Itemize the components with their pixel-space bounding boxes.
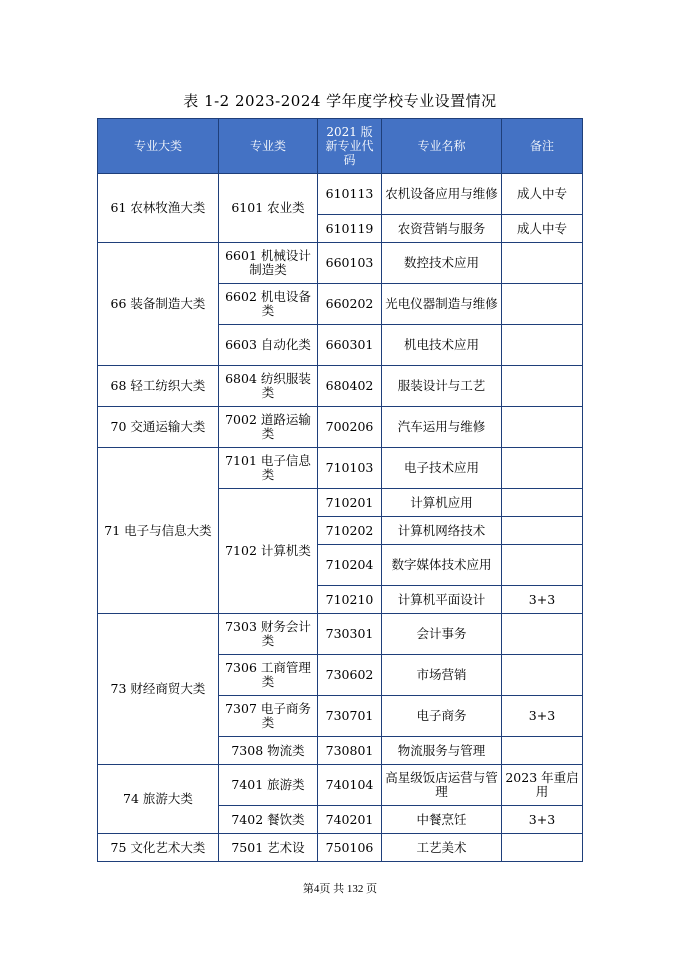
code-cell: 740104 [318, 765, 382, 806]
table-title: 表 1-2 2023-2024 学年度学校专业设置情况 [183, 92, 497, 110]
category-cell: 7002 道路运输类 [219, 407, 318, 448]
name-cell: 光电仪器制造与维修 [382, 284, 502, 325]
header-cell: 专业名称 [382, 119, 502, 174]
note-cell [502, 834, 583, 862]
category-cell: 7402 餐饮类 [219, 806, 318, 834]
table-row [98, 834, 583, 862]
name-cell: 市场营销 [382, 655, 502, 696]
name-cell: 高星级饭店运营与管理 [382, 765, 502, 806]
code-cell: 710210 [318, 586, 382, 614]
code-cell: 660103 [318, 243, 382, 284]
name-cell: 农机设备应用与维修 [382, 174, 502, 215]
note-cell [502, 489, 583, 517]
code-cell: 740201 [318, 806, 382, 834]
note-cell [502, 737, 583, 765]
note-cell [502, 517, 583, 545]
group-cell: 74 旅游大类 [98, 765, 219, 834]
name-cell: 工艺美术 [382, 834, 502, 862]
code-cell: 710201 [318, 489, 382, 517]
table-row [98, 243, 583, 284]
name-cell: 电子技术应用 [382, 448, 502, 489]
name-cell: 计算机网络技术 [382, 517, 502, 545]
code-cell: 680402 [318, 366, 382, 407]
header-row [98, 119, 583, 174]
note-cell [502, 284, 583, 325]
category-cell: 6804 纺织服装类 [219, 366, 318, 407]
table-row [98, 765, 583, 806]
name-cell: 物流服务与管理 [382, 737, 502, 765]
code-cell: 730801 [318, 737, 382, 765]
group-cell: 73 财经商贸大类 [98, 614, 219, 765]
name-cell: 电子商务 [382, 696, 502, 737]
code-cell: 700206 [318, 407, 382, 448]
note-cell [502, 407, 583, 448]
group-cell: 75 文化艺术大类 [98, 834, 219, 862]
note-cell: 成人中专 [502, 174, 583, 215]
code-cell: 730301 [318, 614, 382, 655]
name-cell: 机电技术应用 [382, 325, 502, 366]
note-cell: 3+3 [502, 806, 583, 834]
name-cell: 计算机平面设计 [382, 586, 502, 614]
category-cell: 6602 机电设备类 [219, 284, 318, 325]
category-cell: 7101 电子信息类 [219, 448, 318, 489]
table-row [98, 614, 583, 655]
category-cell: 6101 农业类 [219, 174, 318, 243]
table-row [98, 174, 583, 215]
code-cell: 610113 [318, 174, 382, 215]
specialty-table [97, 118, 583, 862]
note-cell [502, 243, 583, 284]
group-cell: 61 农林牧渔大类 [98, 174, 219, 243]
table-row [98, 407, 583, 448]
category-cell: 7307 电子商务类 [219, 696, 318, 737]
category-cell: 7308 物流类 [219, 737, 318, 765]
category-cell: 6603 自动化类 [219, 325, 318, 366]
page-footer: 第4页 共 132 页 [302, 883, 378, 895]
name-cell: 数控技术应用 [382, 243, 502, 284]
code-cell: 710204 [318, 545, 382, 586]
category-cell: 7401 旅游类 [219, 765, 318, 806]
note-cell [502, 614, 583, 655]
note-cell [502, 325, 583, 366]
note-cell [502, 366, 583, 407]
note-cell: 3+3 [502, 696, 583, 737]
name-cell: 计算机应用 [382, 489, 502, 517]
name-cell: 汽车运用与维修 [382, 407, 502, 448]
category-cell: 7102 计算机类 [219, 489, 318, 614]
name-cell: 服装设计与工艺 [382, 366, 502, 407]
code-cell: 730602 [318, 655, 382, 696]
category-cell: 7306 工商管理类 [219, 655, 318, 696]
group-cell: 68 轻工纺织大类 [98, 366, 219, 407]
code-cell: 710202 [318, 517, 382, 545]
code-cell: 730701 [318, 696, 382, 737]
note-cell [502, 655, 583, 696]
group-cell: 71 电子与信息大类 [98, 448, 219, 614]
name-cell: 农资营销与服务 [382, 215, 502, 243]
code-cell: 750106 [318, 834, 382, 862]
code-cell: 710103 [318, 448, 382, 489]
header-cell: 2021 版新专业代码 [318, 119, 382, 174]
table-row [98, 448, 583, 489]
code-cell: 660202 [318, 284, 382, 325]
group-cell: 70 交通运输大类 [98, 407, 219, 448]
code-cell: 660301 [318, 325, 382, 366]
note-cell: 2023 年重启用 [502, 765, 583, 806]
category-cell: 6601 机械设计制造类 [219, 243, 318, 284]
header-cell: 备注 [502, 119, 583, 174]
name-cell: 中餐烹饪 [382, 806, 502, 834]
note-cell: 3+3 [502, 586, 583, 614]
category-cell: 7501 艺术设 [219, 834, 318, 862]
note-cell: 成人中专 [502, 215, 583, 243]
code-cell: 610119 [318, 215, 382, 243]
group-cell: 66 装备制造大类 [98, 243, 219, 366]
header-cell: 专业类 [219, 119, 318, 174]
category-cell: 7303 财务会计类 [219, 614, 318, 655]
name-cell: 会计事务 [382, 614, 502, 655]
table-row [98, 366, 583, 407]
note-cell [502, 545, 583, 586]
name-cell: 数字媒体技术应用 [382, 545, 502, 586]
note-cell [502, 448, 583, 489]
header-cell: 专业大类 [98, 119, 219, 174]
